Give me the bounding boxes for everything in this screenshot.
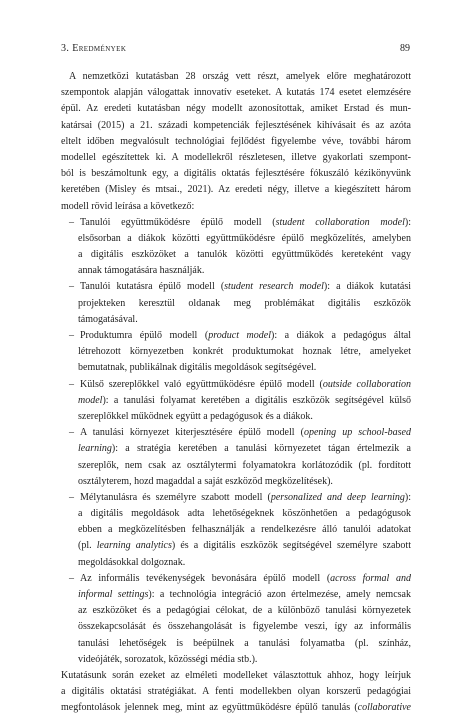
- model-list: [61, 215, 411, 668]
- text-line: Kutatásunk során ezeket az elméleti modelleket választottuk ahhoz, hogy leírjuk: [61, 669, 411, 681]
- paragraph-intro: [61, 69, 411, 215]
- text-line: ból is beszámoltunk egy, a digitális oktatás fejlesztésére fókuszáló kézikönyvünk: [61, 168, 411, 180]
- text-line: – Az informális tevékenységek bevonására épülő modell (across formal and: [69, 572, 411, 584]
- text-line: bemutatnak, publikálnak digitális megoldások segítségével.: [78, 362, 317, 374]
- text-line: ebben a megközelítésben felhasználják a rendelkezésre álló tanulói adatokat: [78, 524, 411, 536]
- text-line: – Tanulói együttműködésre épülő modell (student collaboration model):: [69, 216, 411, 228]
- text-line: szempontok alapján válogattak innovatív eseteket. A kutatás 174 esetet elemzésére: [61, 87, 411, 99]
- text-line: – Produktumra épülő modell (product model): a diákok a pedagógus által: [69, 330, 411, 341]
- text-line: – Külső szereplőkkel való együttműködésre épülő modell (outside collaboration: [69, 378, 411, 390]
- text-line: eltelt időben megvalósult technológiai fejlődést figyelembe véve, további három: [61, 135, 411, 147]
- text-line: – Tanulói kutatásra épülő modell (student research model): a diákok kutatási: [69, 281, 411, 293]
- list-item: [61, 279, 411, 328]
- text-line: összekapcsolását és összehangolását is figyelembe veszi, így az informális: [78, 621, 411, 633]
- text-line: informal settings): a technológia integráció azon értelmezése, amely nemcsak: [78, 589, 411, 600]
- list-item: [61, 425, 411, 490]
- chapter-title: Eredmények: [72, 43, 127, 54]
- list-item: [61, 377, 411, 426]
- list-item: [61, 571, 411, 668]
- running-header: [61, 43, 410, 57]
- text-line: projekteken keresztül oldanak meg problémákat digitális eszközök: [78, 297, 411, 309]
- text-line: katársai (2015) a 21. századi kompetenciák fejlesztésének kihívásait és az azóta: [61, 119, 411, 131]
- text-line: a digitális megoldások adta lehetőségeknek köszönhetően a pedagógusok: [78, 508, 411, 520]
- list-item: [61, 215, 411, 280]
- text-line: a digitális eszközöket a tanulók közötti együttműködés kereteként vagy: [78, 249, 411, 261]
- list-item: [61, 328, 411, 377]
- text-line: – A tanulási környezet kiterjesztésére épülő modell (opening up school-based: [69, 427, 411, 439]
- text-line: megoldásokkal dolgoznak.: [78, 556, 186, 568]
- text-line: szereplőkkel működnek együtt a pedagógusok és a diákok.: [78, 410, 313, 422]
- text-line: annak támogatására használják.: [78, 265, 205, 277]
- page-number: 89: [400, 43, 410, 54]
- list-item: [61, 490, 411, 571]
- text-line: modellel egészítettek ki. A modellekről részletesen, illetve gyakorlati szempont-: [61, 151, 411, 163]
- chapter-heading: [61, 43, 126, 54]
- body-text: [61, 69, 411, 717]
- text-line: épül. Az eredeti kutatásban négy modellt azonosítottak, amiket Erstad és mun-: [61, 103, 411, 115]
- text-line: model): a tanulási folyamat keretében a digitális eszközök segítségével külső: [78, 394, 411, 406]
- text-line: megfontolások jelennek meg, mint az együttműködésre épülő tanulás (collaborative: [61, 702, 411, 714]
- paragraph-closing: [61, 668, 411, 717]
- text-line: támogatásával.: [78, 313, 138, 325]
- text-line: videójáték, sorozatok, közösségi média stb.).: [78, 653, 258, 665]
- text-line: – Mélytanulásra és személyre szabott modell (personalized and deep learning):: [69, 491, 411, 503]
- text-line: az eszközöket és a pedagógiai célokat, de a különböző tanulási környezetek: [78, 605, 411, 617]
- text-line: osztályterem, hozd magaddal a saját eszközöd megközelítések).: [78, 475, 333, 487]
- text-line: learning): a stratégia keretében a tanulási környezetet tágan értelmezik a: [78, 443, 411, 455]
- text-line: elsősorban a diákok közötti együttműködésre épülő megközelítés, amelyben: [78, 232, 411, 244]
- chapter-number: 3.: [61, 43, 70, 54]
- text-line: a digitális oktatási stratégiákat. A fenti modellekben olyan korszerű pedagógiai: [61, 686, 411, 698]
- text-line: keretében (Misley és mtsai., 2021). Az eredeti négy, illetve a kiegészített három: [61, 184, 411, 196]
- text-line: létrehozott környezetben konkrét produktumokat hoznak létre, amelyeket: [78, 346, 411, 358]
- text-line: modell rövid leírása a következő:: [61, 200, 195, 212]
- text-line: szereplők, nem csak az osztálytermi folyamatokra korlátozódik (pl. fordított: [78, 459, 411, 471]
- text-line: tanulási lehetőségek is beépülnek a tanulási folyamatba (pl. színház,: [78, 637, 411, 649]
- text-line: A nemzetközi kutatásban 28 ország vett részt, amelyek előre meghatározott: [69, 71, 411, 82]
- text-line: (pl. learning analytics) és a digitális eszközök segítségével személyre szabott: [78, 540, 411, 552]
